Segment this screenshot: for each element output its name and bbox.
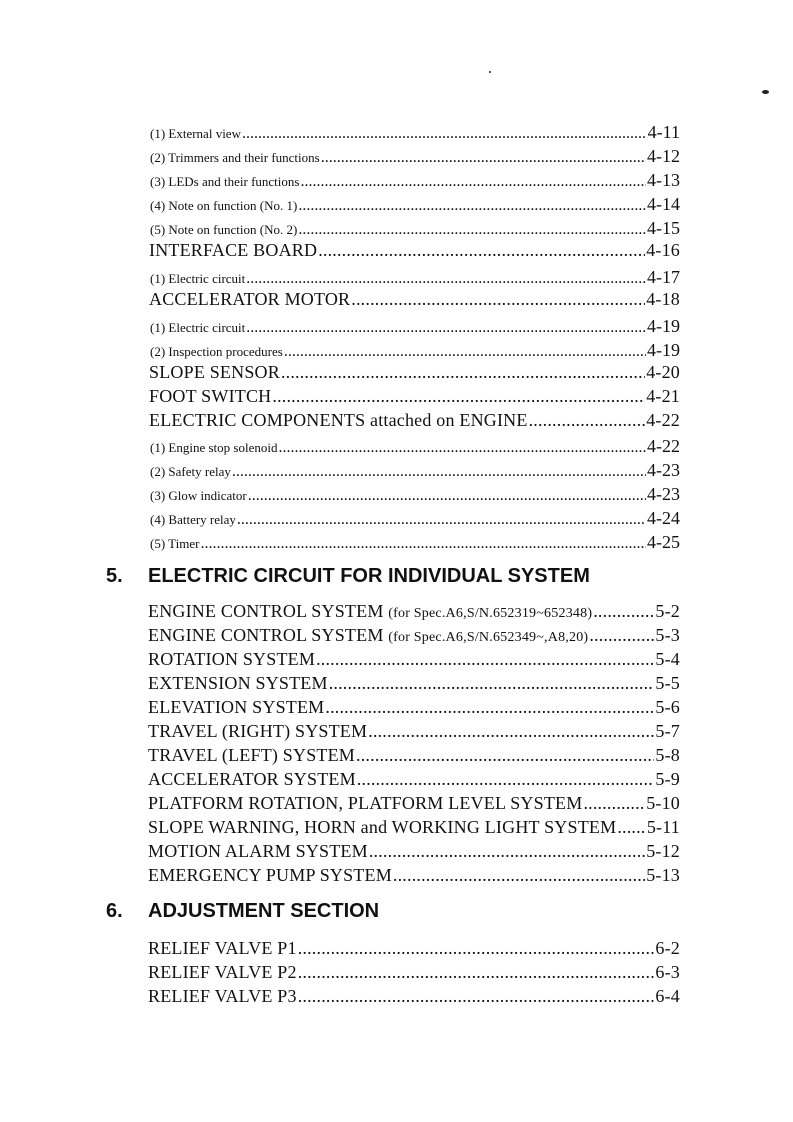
toc-entry[interactable] — [150, 340, 680, 360]
toc-page-number: 5-7 — [655, 721, 680, 741]
leader-dots — [357, 769, 655, 790]
toc-entry[interactable] — [148, 793, 680, 817]
toc-entry[interactable] — [150, 532, 680, 552]
leader-dots — [298, 962, 655, 983]
toc-entry[interactable] — [148, 817, 680, 841]
leader-dots — [246, 319, 646, 336]
toc-entry[interactable] — [148, 625, 680, 649]
toc-entry-note: (for Spec.A6,S/N.652319~652348) — [388, 605, 593, 621]
leader-dots — [351, 289, 645, 310]
toc-entry[interactable] — [150, 146, 680, 166]
toc-entry-main: ENGINE CONTROL SYSTEM — [148, 625, 384, 645]
toc-page-number: 5-2 — [655, 601, 680, 621]
toc-entry[interactable] — [150, 484, 680, 504]
toc-entry-title: (3) Glow indicator — [150, 488, 247, 503]
leader-dots — [281, 362, 645, 383]
toc-page-number: 5-12 — [646, 841, 680, 861]
toc-entry-title: TRAVEL (LEFT) SYSTEM — [148, 745, 356, 765]
toc-entry[interactable] — [149, 410, 680, 434]
toc-page-number: 5-5 — [655, 673, 680, 693]
toc-entry-note: (for Spec.A6,S/N.652349~,A8,20) — [388, 629, 589, 645]
toc-page-number: 6-3 — [655, 962, 680, 982]
toc-page-number: 5-3 — [655, 625, 680, 645]
toc-entry-main: ENGINE CONTROL SYSTEM — [148, 601, 384, 621]
leader-dots — [393, 865, 645, 886]
toc-entry[interactable] — [148, 962, 680, 986]
section-heading-5 — [106, 565, 590, 588]
toc-entry-title: (5) Timer — [150, 536, 200, 551]
toc-page-number: 4-22 — [647, 436, 680, 456]
section-number: 5. — [106, 565, 123, 587]
toc-entry-title: (2) Inspection procedures — [150, 344, 283, 359]
toc-entry[interactable] — [150, 218, 680, 238]
section-number: 6. — [106, 900, 123, 922]
leader-dots — [583, 793, 645, 814]
toc-page-number: 5-4 — [655, 649, 680, 669]
toc-page-number: 5-9 — [655, 769, 680, 789]
toc-entry[interactable] — [148, 649, 680, 673]
toc-entry[interactable] — [148, 841, 680, 865]
toc-entry[interactable] — [148, 721, 680, 745]
leader-dots — [284, 343, 646, 360]
toc-entry[interactable] — [149, 240, 680, 264]
toc-page-number: 5-10 — [646, 793, 680, 813]
toc-entry[interactable] — [148, 986, 680, 1010]
leader-dots — [237, 511, 646, 528]
leader-dots — [368, 721, 654, 742]
toc-entry[interactable] — [148, 697, 680, 721]
leader-dots — [589, 625, 654, 646]
toc-entry-title: (1) Electric circuit — [150, 320, 246, 335]
leader-dots — [298, 197, 646, 214]
toc-entry[interactable] — [150, 436, 680, 456]
toc-entry-title: (5) Note on function (No. 2) — [150, 222, 298, 237]
toc-page-number: 4-14 — [647, 194, 680, 214]
leader-dots — [242, 125, 647, 142]
toc-entry[interactable] — [150, 170, 680, 190]
leader-dots — [617, 817, 646, 838]
toc-page-number: 6-4 — [655, 986, 680, 1006]
toc-entry-title: MOTION ALARM SYSTEM — [148, 841, 368, 861]
toc-entry-title: PLATFORM ROTATION, PLATFORM LEVEL SYSTEM — [148, 793, 583, 813]
toc-entry[interactable] — [150, 508, 680, 528]
toc-page-number: 6-2 — [655, 938, 680, 958]
toc-page-number: 4-16 — [646, 240, 680, 260]
toc-page-number: 5-13 — [646, 865, 680, 885]
toc-entry-title: ACCELERATOR SYSTEM — [148, 769, 356, 789]
toc-entry[interactable] — [150, 267, 680, 287]
toc-entry-title: (2) Trimmers and their functions — [150, 150, 320, 165]
toc-entry-title: (2) Safety relay — [150, 464, 231, 479]
leader-dots — [246, 270, 646, 287]
toc-page-number: 5-11 — [646, 817, 680, 837]
section-title: ADJUSTMENT SECTION — [148, 900, 380, 922]
leader-dots — [316, 649, 654, 670]
leader-dots — [329, 673, 655, 694]
scan-speck — [489, 71, 491, 73]
toc-entry-title: ROTATION SYSTEM — [148, 649, 316, 669]
toc-page-number: 4-25 — [647, 532, 680, 552]
toc-entry[interactable] — [149, 362, 680, 386]
toc-entry-title: ELEVATION SYSTEM — [148, 697, 325, 717]
toc-page-number: 5-6 — [655, 697, 680, 717]
toc-page-number: 5-8 — [655, 745, 680, 765]
leader-dots — [200, 535, 646, 552]
toc-page-number: 4-22 — [646, 410, 680, 430]
toc-entry-title: INTERFACE BOARD — [149, 240, 318, 260]
toc-entry-title: RELIEF VALVE P2 — [148, 962, 297, 982]
leader-dots — [356, 745, 654, 766]
leader-dots — [318, 240, 645, 261]
leader-dots — [298, 221, 646, 238]
toc-entry[interactable] — [150, 460, 680, 480]
toc-entry-title: (4) Note on function (No. 1) — [150, 198, 298, 213]
leader-dots — [272, 386, 645, 407]
toc-entry-title: EXTENSION SYSTEM — [148, 673, 328, 693]
toc-entry-title: SLOPE SENSOR — [149, 362, 280, 382]
toc-page-number: 4-23 — [647, 484, 680, 504]
toc-entry[interactable] — [148, 938, 680, 962]
leader-dots — [369, 841, 645, 862]
toc-entry-title: (3) LEDs and their functions — [150, 174, 300, 189]
toc-entry[interactable] — [148, 601, 680, 625]
section-heading-6 — [106, 900, 379, 923]
toc-entry[interactable] — [149, 289, 680, 313]
toc-page-number: 4-13 — [647, 170, 680, 190]
toc-page-number: 4-19 — [647, 340, 680, 360]
toc-page-number: 4-12 — [647, 146, 680, 166]
toc-entry-title: (1) Engine stop solenoid — [150, 440, 278, 455]
leader-dots — [298, 986, 655, 1007]
toc-page-number: 4-19 — [647, 316, 680, 336]
toc-entry[interactable] — [150, 194, 680, 214]
toc-entry-title: RELIEF VALVE P3 — [148, 986, 297, 1006]
leader-dots — [300, 173, 646, 190]
toc-page-number: 4-15 — [647, 218, 680, 238]
toc-entry-title: (1) Electric circuit — [150, 271, 246, 286]
toc-page-number: 4-20 — [646, 362, 680, 382]
toc-page-number: 4-18 — [646, 289, 680, 309]
leader-dots — [278, 439, 646, 456]
toc-entry-title: ELECTRIC COMPONENTS attached on ENGINE — [149, 410, 528, 430]
toc-entry[interactable] — [148, 673, 680, 697]
leader-dots — [593, 601, 654, 622]
toc-entry-title — [148, 625, 588, 646]
toc-entry[interactable] — [148, 865, 680, 889]
toc-entry-title: ACCELERATOR MOTOR — [149, 289, 351, 309]
section-title: ELECTRIC CIRCUIT FOR INDIVIDUAL SYSTEM — [148, 565, 590, 587]
toc-entry[interactable] — [148, 745, 680, 769]
toc-entry-title: FOOT SWITCH — [149, 386, 272, 406]
toc-entry[interactable] — [148, 769, 680, 793]
leader-dots — [248, 487, 646, 504]
scan-speck — [762, 90, 769, 94]
toc-entry-title: (1) External view — [150, 126, 241, 141]
toc-entry-title: (4) Battery relay — [150, 512, 236, 527]
toc-page-number: 4-24 — [647, 508, 680, 528]
toc-page-number: 4-17 — [647, 267, 680, 287]
leader-dots — [325, 697, 654, 718]
leader-dots — [529, 410, 646, 431]
toc-page-number: 4-11 — [647, 122, 680, 142]
toc-entry-title: TRAVEL (RIGHT) SYSTEM — [148, 721, 368, 741]
toc-entry[interactable] — [150, 316, 680, 336]
toc-entry[interactable] — [149, 386, 680, 410]
toc-entry-title: RELIEF VALVE P1 — [148, 938, 297, 958]
leader-dots — [298, 938, 655, 959]
toc-entry[interactable] — [150, 122, 680, 142]
toc-page-number: 4-23 — [647, 460, 680, 480]
toc-entry-title — [148, 601, 592, 622]
toc-entry-title: SLOPE WARNING, HORN and WORKING LIGHT SYSTEM — [148, 817, 617, 837]
leader-dots — [232, 463, 646, 480]
leader-dots — [321, 149, 646, 166]
toc-entry-title: EMERGENCY PUMP SYSTEM — [148, 865, 392, 885]
toc-page-number: 4-21 — [646, 386, 680, 406]
